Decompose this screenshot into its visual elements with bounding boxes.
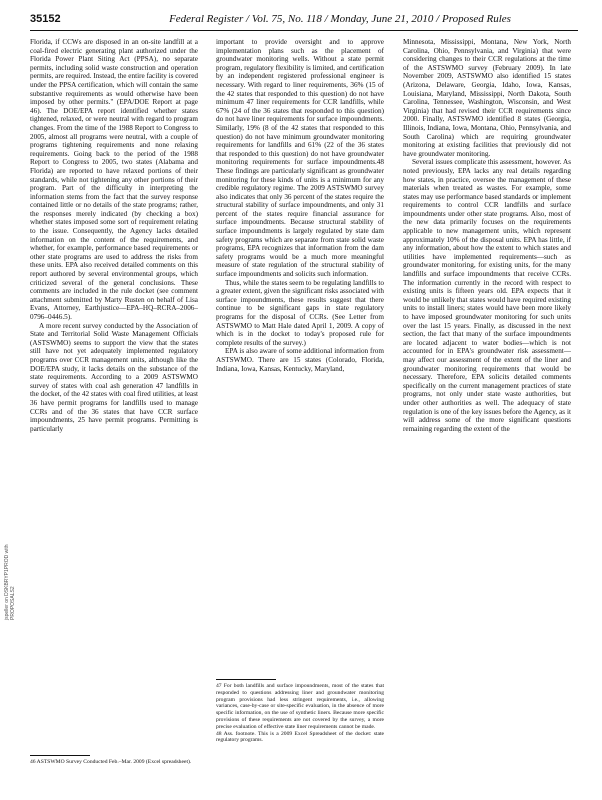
footnote-rule (30, 755, 90, 756)
header-rule (30, 30, 578, 31)
page-header (30, 13, 578, 31)
paragraph: Minnesota, Mississippi, Montana, New York, North Carolina, Ohio, Pennsylvania, and Virginia) that were considering changes to their CCR regulations at the time of the ASTSWMO survey (February 2009). In late November 2009, ASTSWMO also identified 15 states (Arizona, Delaware, Georgia, Idaho, Iowa, Kansas, Louisiana, Maryland, Mississippi, North Dakota, South Carolina, Tennessee, Washington, Wisconsin, and West Virginia) that had revised their CCR requirements since 2000. Finally, ASTSWMO identified 8 states (Georgia, Illinois, Indiana, Iowa, Montana, Ohio, Pennsylvania, and South Carolina) which are requiring groundwater monitoring at existing facilities that previously did not have groundwater monitoring. (403, 38, 571, 158)
paragraph: important to provide oversight and to approve implementation plans such as the placement of groundwater monitoring wells. Without a state permit program, regulatory flexibility is limited, and certification by an independent registered professional engineer is necessary. With regard to liner requirements, 36% (15 of the 42 states that responded to this question) do not have minimum 47 liner requirements for CCR landfills, while 67% (24 of the 36 states that responded to this question) do not have liner requirements for surface impoundments. Similarly, 19% (8 of the 42 states that responded to this question) do not have minimum groundwater monitoring requirements for landfills and 61% (22 of the 36 states that responded to this question) do not have groundwater monitoring requirements for surface impoundments.48 These findings are particularly significant as groundwater monitoring for these kinds of units is a minimum for any credible regulatory regime. The 2009 ASTSWMO survey also indicates that only 36 percent of the states require the structural stability of surface impoundments, and only 31 percent of the states require financial assurance for surface impoundments. Because structural stability of surface impoundments is largely regulated by state dam safety programs which are separate from state solid waste programs, EPA recognizes that information from the dam safety programs would be a much more meaningful measure of state regulation of the structural stability of surface impoundments and solicits such information. (216, 38, 384, 279)
running-head: Federal Register / Vol. 75, No. 118 / Monday, June 21, 2010 / Proposed Rules (169, 13, 511, 25)
column-2 (216, 38, 384, 744)
footnote: 46 ASTSWMO Survey Conducted Feb.–Mar. 2009 (Excel spreadsheet). (30, 759, 192, 765)
paragraph: Several issues complicate this assessment, however. As noted previously, EPA lacks any real details regarding how states, in practice, oversee the management of these materials when treated as wastes. For example, some states may use performance based standards or implement requirements to control CCR landfills and surface impoundments under other state programs. Also, most of the new data primarily focuses on the requirements applicable to new management units, which represent approximately 10% of the disposal units. EPA has little, if any information, about how the extent to which states and utilities have implemented requirements—such as groundwater monitoring, for existing units, for the many landfills and surface impoundments that receive CCRs. The information currently in the record with respect to existing units is fifteen years old. EPA expects that it would be unlikely that states would have required existing units to install liners; states would have been more likely to have imposed groundwater monitoring for such units over the last 15 years. Finally, as discussed in the next section, the fact that many of the surface impoundments are located adjacent to water bodies—which is not accounted for in EPA's groundwater risk assessment—may affect our assessment of the extent of the liner and groundwater monitoring requirements that would be necessary. Therefore, EPA solicits detailed comments specifically on the current management practices of state programs, not only under state waste authorities, but under other authorities as well. The adequacy of state regulation is one of the key issues before the Agency, as it will address some of the more significant questions remaining regarding the extent of the (403, 158, 571, 433)
footnote-rule (216, 679, 276, 680)
side-margin-code: jspeller on DSKBRYP1PROD with PROPOSALS2 (4, 544, 16, 620)
paragraph: Thus, while the states seem to be regulating landfills to a greater extent, given the significant risks associated with surface impoundments, these results suggest that there continue to be significant gaps in state regulatory programs for the disposal of CCRs. (See Letter from ASTSWMO to Matt Hale dated April 1, 2009. A copy of which is in the docket to today's proposed rule for complete results of the survey.) (216, 278, 384, 347)
column-3 (403, 38, 571, 433)
footnote: 47 For both landfills and surface impoundments, most of the states that responded to questions addressing liner and groundwater monitoring program provisions had less stringent requirements, i.e., allowing variances, case-by-case or site-specific evaluation, in the absence of more specific information, on the use of synthetic liners. Because more specific provisions of these requirements are not covered by the survey, a more precise evaluation of effective state liner requirements cannot be made. (216, 683, 384, 730)
footnote-block (30, 750, 198, 766)
page-number: 35152 (30, 13, 61, 25)
footnote: 48 Ass. footnote. This is a 2009 Excel Spreadsheet of the docket: state regulatory programs. (216, 730, 384, 744)
paragraph: A more recent survey conducted by the Association of State and Territorial Solid Waste Management Officials (ASTSWMO) seems to support the view that the states still have not yet adequately implemented regulatory programs over CCR management units, although like the DOE/EPA study, it lacks details on the substance of the state requirements. According to a 2009 ASTSWMO survey of states with coal ash generation 47 landfills in the docket, of the 42 states with coal fired utilities, at least 36 have permit programs for landfills used to manage CCRs and of the 36 states that have CCR surface impoundments, 25 have permit programs. Permitting is particularly (30, 321, 198, 433)
paragraph: EPA is also aware of some additional information from ASTSWMO. There are 15 states (Colorado, Florida, Indiana, Iowa, Kansas, Kentucky, Maryland, (216, 347, 384, 373)
paragraph: Florida, if CCWs are disposed in an on-site landfill at a coal-fired electric generating plant authorized under the Florida Power Plant Siting Act (PPSA), no separate permits, including solid waste construction and operation permits, are required. Instead, the entire facility is covered under the PPSA certification, which will contain the same substantive requirements as would otherwise have been imposed by other permits." (EPA/DOE Report at page 46). The DOE/EPA report identified whether states tightened, relaxed, or were neutral with regard to program changes. From the time of the 1988 Report to Congress to 2005, almost all programs were neutral, with a couple of programs tightening requirements and none relaxing requirements. Going back to the period of the 1988 Report to Congress to 2005, two states (Alabama and Florida) are reported to have relaxed portions of their standards, while not tightening any other portions of their program. Part of the difficulty in interpreting the information stems from the fact that the survey response contained little or no details of the state programs; rather, the responses merely indicated (by checking a box) whether states imposed some sort of requirement relating to the issue. Consequently, the Agency lacks detailed information on the content of the requirements, and whether, for example, performance based requirements or other state programs are used to address the risks from these units. EPA also received detailed comments on this report authored by several environmental groups, which criticized several of the general conclusions. These comments are included in the rule docket (see comment attachment submitted by Marty Rusten on behalf of Lisa Evans, Attorney, Earthjustice—EPA–HQ–RCRA–2006–0796–0446.5). (30, 38, 198, 321)
column-1 (30, 38, 198, 765)
footnote-block (216, 674, 384, 744)
